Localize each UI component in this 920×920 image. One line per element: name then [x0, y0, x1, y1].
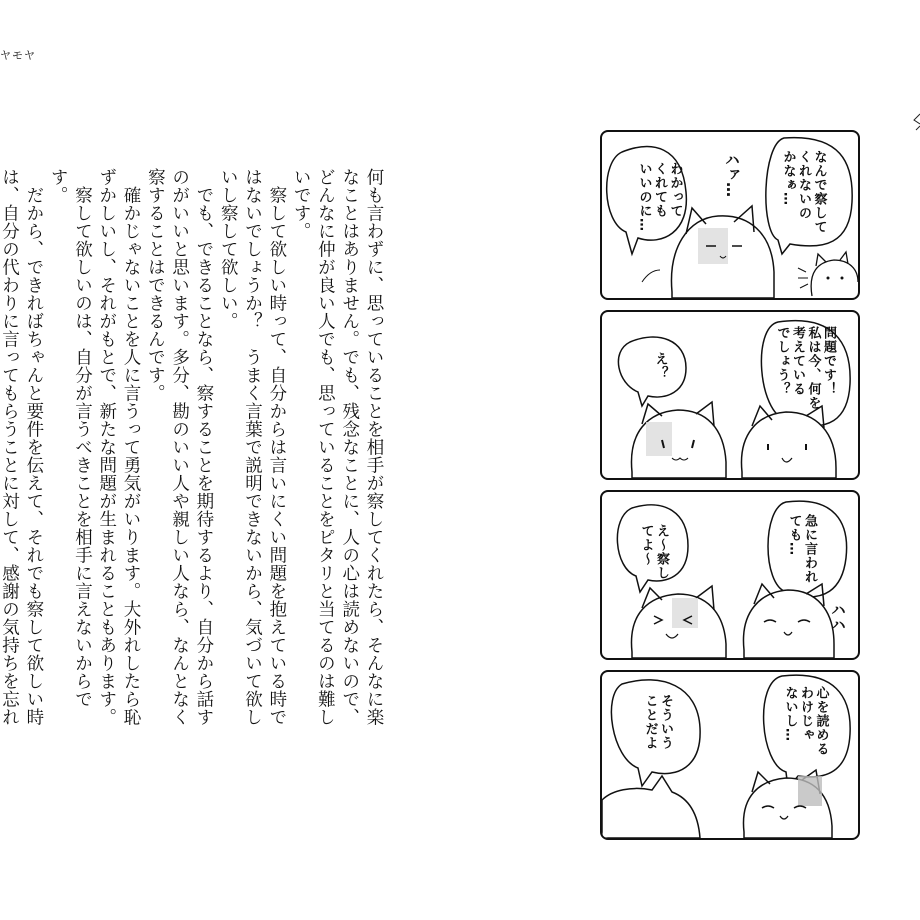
bubble-line: ないし…: [782, 686, 798, 742]
bubble-line: てよ～: [638, 524, 654, 566]
paragraph-4: 確かじゃないことを人に言うって勇気がいります。大外れしたら恥ずかしいし、それがもとで、新たな問題が生まれることもあります。: [96, 168, 142, 726]
bubble-line: そういう: [658, 694, 673, 750]
bubble-line: わかって: [667, 162, 683, 218]
bubble-line: でしょう？: [774, 326, 790, 396]
paragraph-5: 察して欲しいのは、自分が言うべきことを相手に言えないからです。: [48, 168, 93, 708]
bubble-line: 心を読める: [813, 686, 829, 756]
paragraph-3: でも、できることなら、察することを期待するより、自分から話すのがいいと思います。多分、勘のいい人や親しい人なら、なんとなく察することはできるんです。: [145, 168, 214, 726]
comic-panel-1: [600, 130, 860, 300]
paragraph-2: 察して欲しい時って、自分からは言いにくい問題を抱えている時ではないでしょうか？ うまく言葉で説明できないから、気づいて欲しいし察して欲しい。: [218, 168, 287, 726]
bubble-line: ことだよ: [642, 694, 658, 750]
panel-1-bubble-left: [636, 162, 683, 232]
panel-2-bubble-right: [774, 326, 836, 410]
comic-panel-4: [600, 670, 860, 840]
bubble-line: 問題です！: [821, 326, 836, 396]
body-text: [0, 168, 386, 728]
bubble-line: いいのに…: [636, 162, 652, 232]
panel-3-bubble-right: [786, 514, 817, 584]
comic-panel-3: [600, 490, 860, 660]
bubble-line: 急に言われ: [802, 514, 817, 584]
bubble-line: くれても: [652, 162, 667, 218]
bubble-line: え？: [652, 352, 668, 380]
paragraph-1: 何も言わずに、思っていることを相手が察してくれたら、そんなに楽なことはありません。でも、残念なことに、人の心は読めないので、どんなに仲が良い人でも、思っていることをピタリと当てるのは難しいです。: [291, 168, 384, 726]
panel-2-bubble-left: [652, 352, 668, 380]
bubble-line: 私は今、何を: [805, 326, 821, 410]
bubble-line: ても…: [786, 514, 802, 556]
comic-panel-2: [600, 310, 860, 480]
bubble-line: 考えている: [790, 326, 805, 396]
bubble-line: かなぁ…: [780, 150, 796, 206]
bubble-line: わけじゃ: [798, 686, 813, 742]
paragraph-6: だから、できればちゃんと要件を伝えて、それでも察して欲しい時は、自分の代わりに言ってもらうことに対して、感謝の気持ちを忘れ: [0, 168, 44, 726]
panel-1-sfx: ハァ…: [723, 152, 741, 197]
bubble-line: え～察し: [654, 524, 669, 580]
panel-4-bubble-right: [782, 686, 829, 756]
running-head: ヤモヤ: [0, 49, 36, 62]
panel-3-sfx: ハハ: [829, 602, 847, 632]
page-edge-mark: [912, 112, 920, 132]
panel-3-bubble-left: [638, 524, 669, 580]
panel-4-bubble-left: [642, 694, 673, 750]
bubble-line: なんで察して: [811, 150, 827, 234]
bubble-line: くれないの: [796, 150, 811, 220]
panel-1-bubble-right: [780, 150, 827, 234]
